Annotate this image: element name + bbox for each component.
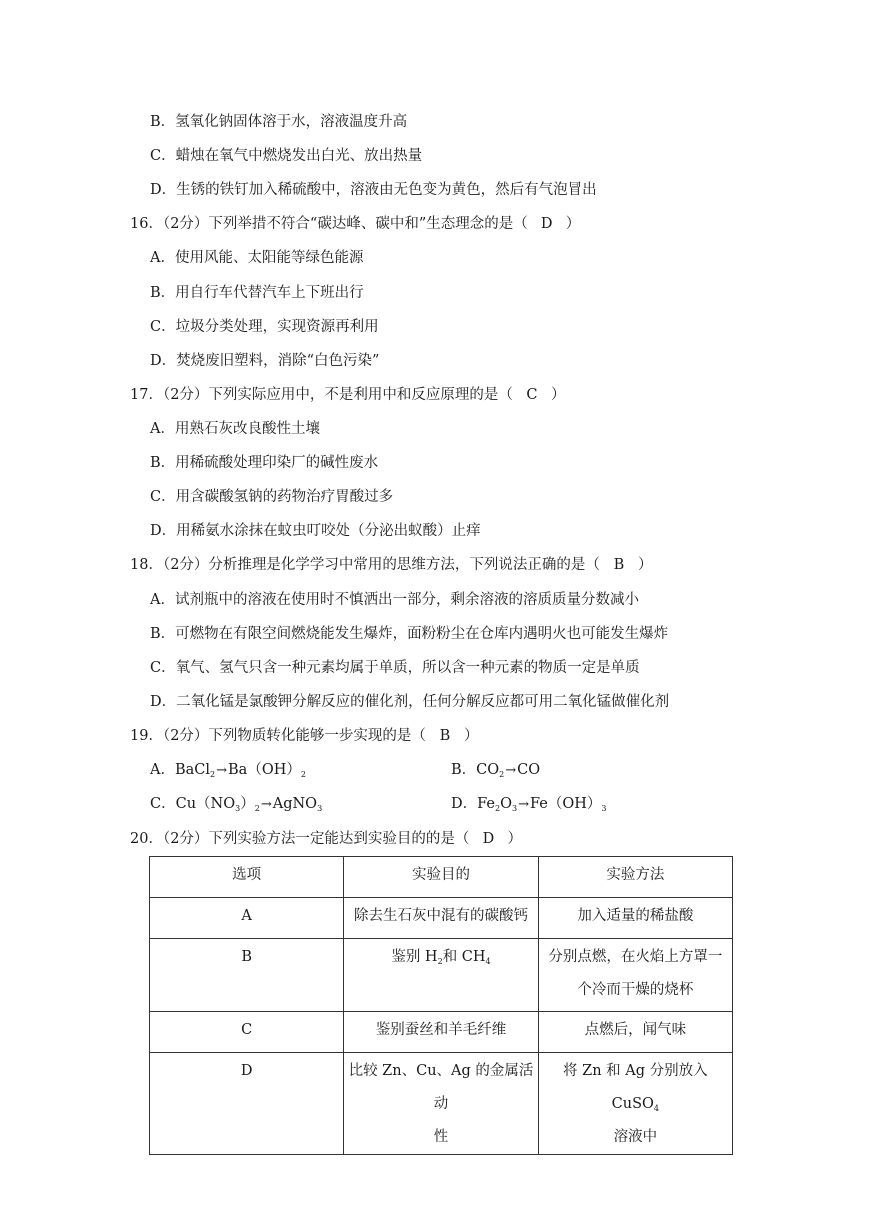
q19-option-c	[150, 794, 322, 815]
arrow-icon: →	[505, 763, 517, 778]
purpose-line: 性	[433, 1129, 449, 1145]
q19-a-from: BaCl	[174, 762, 211, 778]
q19-b-from: CO	[476, 762, 500, 778]
purpose-line: 比较 Zn、Cu、Ag 的金属活动	[348, 1063, 534, 1112]
q19-b-from-sub: 2	[499, 770, 505, 779]
q19-b-label: B．	[451, 762, 477, 778]
q19-a-from-sub: 2	[210, 770, 216, 779]
table-cell-method	[538, 939, 732, 1012]
table-row	[150, 939, 733, 1012]
q16-close: ）	[565, 216, 581, 232]
q17-option-a: A．用熟石灰改良酸性土壤	[150, 421, 320, 437]
q19-d-from-sub: 2	[495, 804, 501, 813]
q16-option-c: C．垃圾分类处理，实现资源再利用	[150, 319, 379, 335]
q18-option-a: A．试剂瓶中的溶液在使用时不慎洒出一部分，剩余溶液的溶质质量分数减小	[150, 592, 639, 608]
table-header: 选项	[150, 857, 344, 898]
q19-option-a	[150, 760, 306, 781]
purpose-text: 鉴别 H	[391, 949, 438, 965]
method-line: 溶液中	[613, 1129, 658, 1145]
q19-c-from-sub: 3	[235, 804, 241, 813]
table-cell-option: C	[150, 1012, 344, 1053]
q20-stem	[130, 829, 522, 849]
experiment-table	[149, 856, 733, 1155]
q20-stem-text: 20．（2分）下列实验方法一定能达到实验目的的是（	[130, 831, 470, 847]
q19-d-to-sub: 3	[601, 804, 607, 813]
q18-option-c: C．氧气、氢气只含一种元素均属于单质，所以含一种元素的物质一定是单质	[150, 660, 640, 676]
q19-c-to: AgNO	[272, 796, 318, 812]
q19-answer: B	[439, 728, 451, 744]
q19-a-to-sub: 2	[300, 770, 306, 779]
purpose-sub: 4	[485, 957, 491, 966]
table-row	[150, 1053, 733, 1155]
q20-answer: D	[482, 831, 495, 847]
table-row	[150, 898, 733, 939]
q15-option-d: D．生锈的铁钉加入稀硫酸中，溶液由无色变为黄色，然后有气泡冒出	[150, 182, 597, 198]
q19-c-to-sub: 3	[317, 804, 323, 813]
table-header-row	[150, 857, 733, 898]
table-cell-purpose	[344, 1053, 538, 1155]
q18-close: ）	[637, 557, 653, 573]
q19-c-from: Cu（NO	[175, 796, 236, 812]
method-line: 分别点燃，在火焰上方罩一	[548, 949, 723, 965]
q17-option-c: C．用含碳酸氢钠的药物治疗胃酸过多	[150, 489, 394, 505]
q18-stem	[130, 555, 652, 575]
q17-close: ）	[550, 387, 566, 403]
table-header: 实验方法	[538, 857, 732, 898]
arrow-icon: →	[518, 797, 529, 812]
q19-stem	[130, 726, 478, 746]
table-cell-option: B	[150, 939, 344, 1012]
table-cell-option: D	[150, 1053, 344, 1155]
q18-stem-text: 18．（2分）分析推理是化学学习中常用的思维方法，下列说法正确的是（	[130, 557, 600, 573]
q19-d-from: Fe	[477, 796, 495, 812]
q19-d-to: Fe（OH）	[529, 796, 602, 812]
q19-option-b	[451, 760, 540, 781]
q17-stem-text: 17．（2分）下列实际应用中，不是利用中和反应原理的是（	[130, 387, 513, 403]
q16-stem	[130, 214, 580, 234]
arrow-icon: →	[216, 763, 228, 778]
table-cell-method: 加入适量的稀盐酸	[538, 898, 732, 939]
purpose-text: 和 CH	[442, 949, 486, 965]
q15-option-b: B．氢氧化钠固体溶于水，溶液温度升高	[150, 114, 408, 130]
method-line: 个冷而干燥的烧杯	[577, 982, 694, 998]
q16-option-b: B．用自行车代替汽车上下班出行	[150, 285, 364, 301]
table-cell-method	[538, 1053, 732, 1155]
table-cell-method: 点燃后，闻气味	[538, 1012, 732, 1053]
q17-stem	[130, 385, 565, 405]
q19-d-from-sub2: 3	[511, 804, 518, 813]
table-cell-purpose	[344, 939, 538, 1012]
q19-d-from-mid: O	[500, 796, 512, 812]
q17-answer: C	[526, 387, 538, 403]
q20-close: ）	[507, 831, 522, 847]
q19-d-label: D．	[451, 796, 478, 812]
purpose-sub: 2	[437, 957, 443, 966]
method-sub: 4	[653, 1104, 659, 1113]
q19-a-label: A．	[150, 762, 175, 778]
q19-stem-text: 19．（2分）下列物质转化能够一步实现的是（	[130, 728, 426, 744]
q16-stem-text: 16．（2分）下列举措不符合“碳达峰、碳中和”生态理念的是（	[130, 216, 528, 232]
table-header: 实验目的	[344, 857, 538, 898]
q16-option-a: A．使用风能、太阳能等绿色能源	[150, 250, 364, 266]
q19-close: ）	[463, 728, 479, 744]
table-row	[150, 1012, 733, 1053]
method-line	[541, 1055, 730, 1121]
q15-option-c: C．蜡烛在氧气中燃烧发出白光、放出热量	[150, 148, 423, 164]
q18-answer: B	[613, 557, 625, 573]
q16-option-d: D．焚烧废旧塑料，消除“白色污染”	[150, 353, 380, 369]
table-cell-option: A	[150, 898, 344, 939]
table-cell-purpose: 鉴别蚕丝和羊毛纤维	[344, 1012, 538, 1053]
q17-option-b: B．用稀硫酸处理印染厂的碱性废水	[150, 455, 379, 471]
method-text: 将 Zn 和 Ag 分别放入 CuSO	[563, 1063, 708, 1112]
q19-b-to: CO	[517, 762, 541, 778]
arrow-icon: →	[260, 797, 272, 812]
q18-option-d: D．二氧化锰是氯酸钾分解反应的催化剂，任何分解反应都可用二氧化锰做催化剂	[150, 694, 670, 710]
q19-option-d	[451, 794, 606, 815]
q17-option-d: D．用稀氨水涂抹在蚊虫叮咬处（分泌出蚁酸）止痒	[150, 523, 481, 539]
q19-c-label: C．	[150, 796, 176, 812]
q19-c-from-sub2: 2	[254, 804, 260, 813]
q16-answer: D	[540, 216, 553, 232]
q18-option-b: B．可燃物在有限空间燃烧能发生爆炸，面粉粉尘在仓库内遇明火也可能发生爆炸	[150, 626, 669, 642]
q19-a-to: Ba（OH）	[228, 762, 301, 778]
table-cell-purpose: 除去生石灰中混有的碳酸钙	[344, 898, 538, 939]
q19-c-from-tail: ）	[240, 796, 255, 812]
